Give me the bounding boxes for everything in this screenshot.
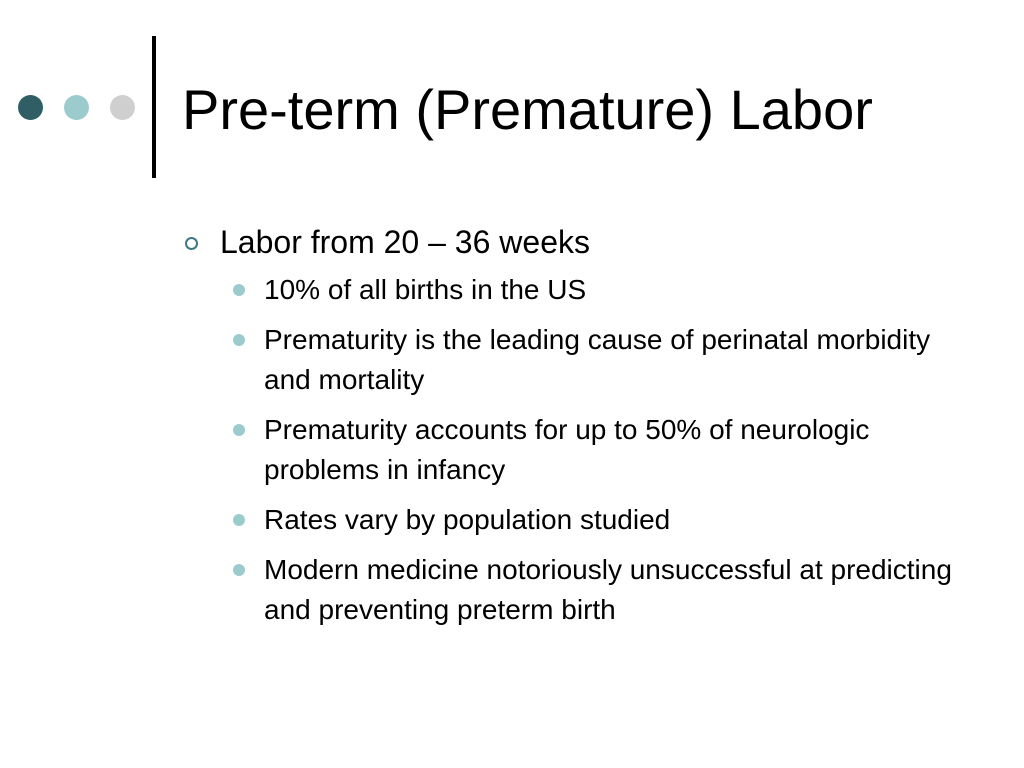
light-teal-dot bbox=[64, 95, 89, 120]
dark-teal-dot bbox=[18, 95, 43, 120]
sub-bullet-list bbox=[185, 270, 955, 630]
sub-bullet bbox=[230, 500, 955, 540]
dot-bullet-icon bbox=[233, 564, 245, 576]
dot-bullet-icon bbox=[233, 334, 245, 346]
sub-bullet bbox=[230, 320, 955, 400]
bullet-text: Labor from 20 – 36 weeks bbox=[220, 224, 590, 260]
ring-bullet-icon bbox=[185, 237, 198, 250]
sub-bullet-text: Prematurity accounts for up to 50% of neurologic problems in infancy bbox=[264, 414, 870, 485]
sub-bullet-text: Rates vary by population studied bbox=[264, 504, 671, 535]
gray-dot bbox=[110, 95, 135, 120]
sub-bullet-text: Prematurity is the leading cause of perinatal morbidity and mortality bbox=[264, 324, 931, 395]
dot-bullet-icon bbox=[233, 284, 245, 296]
sub-bullet bbox=[230, 550, 955, 630]
sub-bullet bbox=[230, 410, 955, 490]
sub-bullet-text: Modern medicine notoriously unsuccessful at predicting and preventing preterm birth bbox=[264, 554, 952, 625]
title-divider bbox=[152, 36, 156, 178]
slide-body bbox=[185, 222, 955, 640]
bullet-level-1 bbox=[185, 222, 955, 262]
dot-bullet-icon bbox=[233, 424, 245, 436]
dot-bullet-icon bbox=[233, 514, 245, 526]
slide-title: Pre-term (Premature) Labor bbox=[182, 78, 873, 141]
sub-bullet bbox=[230, 270, 955, 310]
sub-bullet-text: 10% of all births in the US bbox=[264, 274, 587, 305]
decorative-dots bbox=[18, 94, 135, 120]
